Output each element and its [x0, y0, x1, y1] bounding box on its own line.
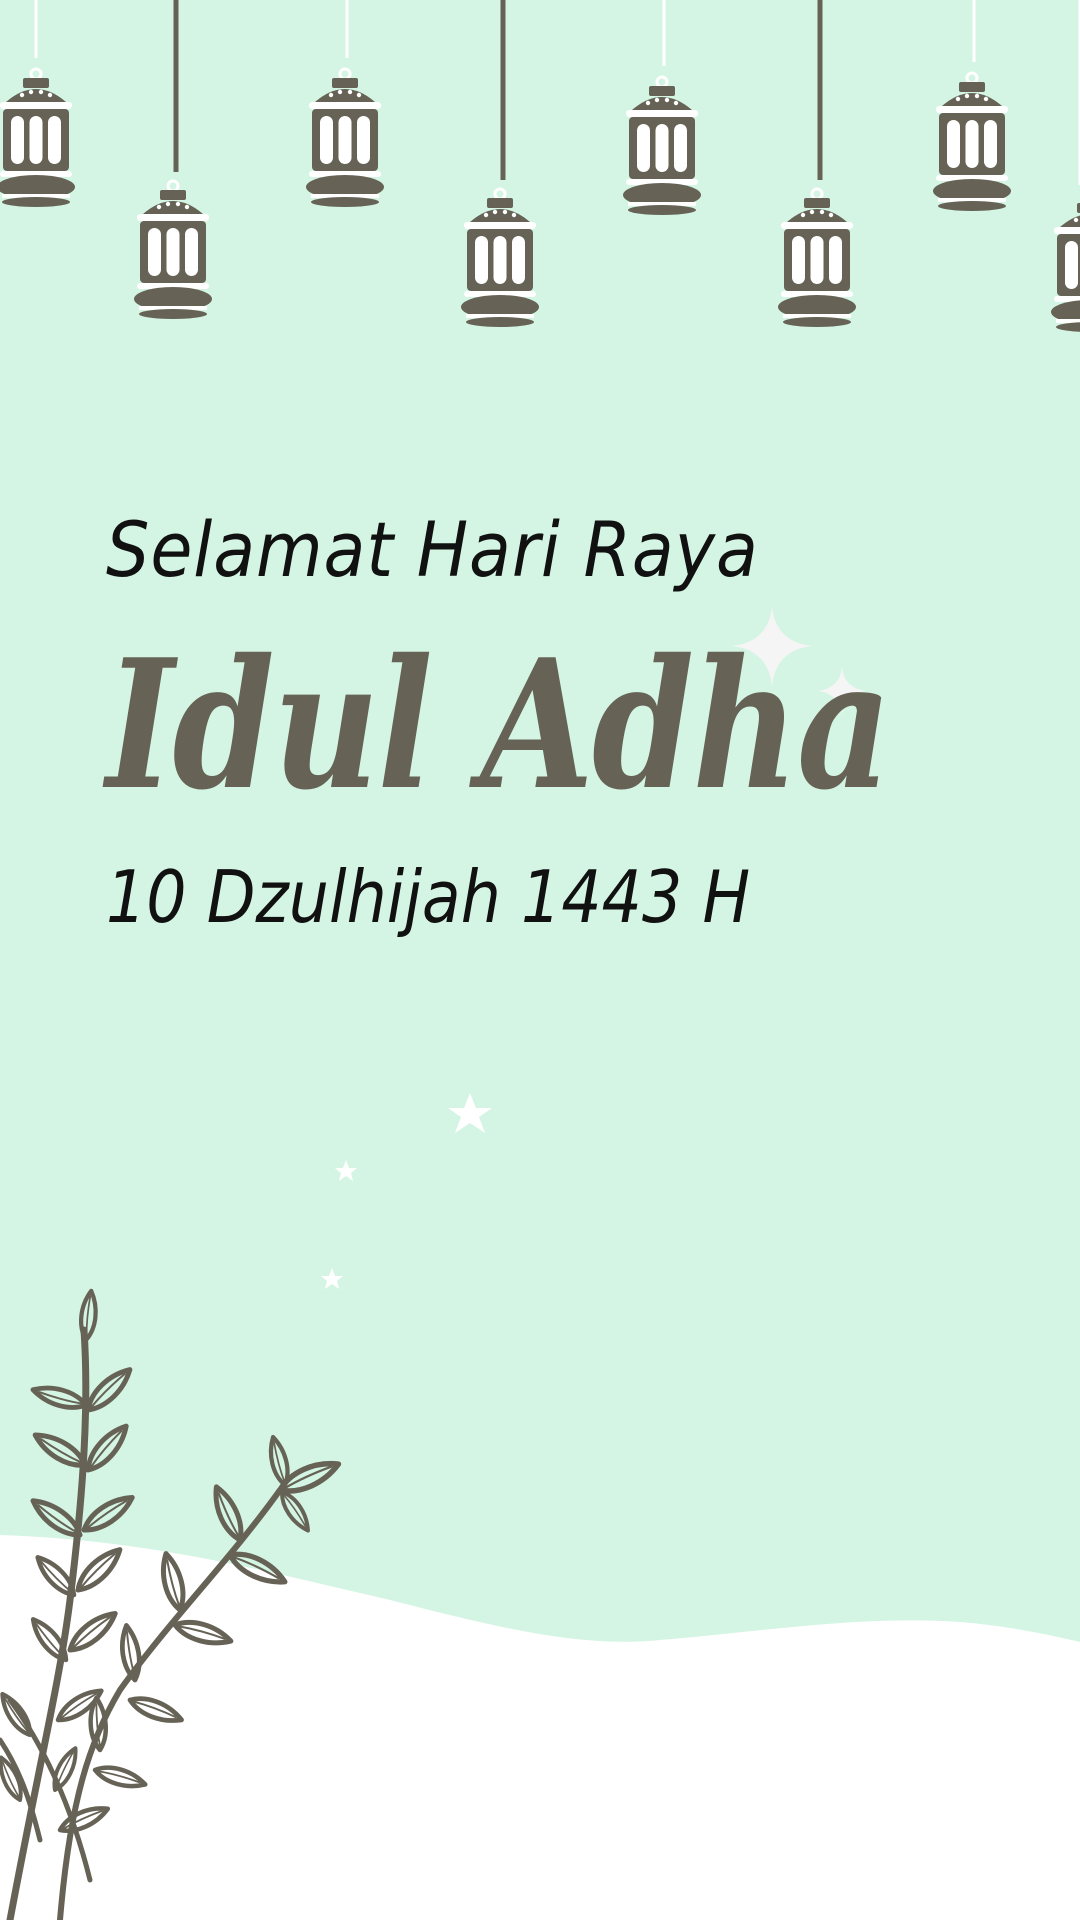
hanging-lantern-icon [134, 0, 212, 319]
hanging-lantern-icon [623, 0, 701, 215]
hanging-lantern-icon [306, 0, 384, 207]
hanging-lantern-icon [0, 0, 75, 207]
hanging-lantern-icon [1051, 0, 1080, 332]
card-title: Idul Adha [106, 620, 890, 829]
star-icon [335, 1160, 357, 1181]
hanging-lantern-icon [933, 0, 1011, 211]
star-icon [321, 1268, 343, 1289]
star-icon [448, 1093, 492, 1133]
hanging-lantern-icon [461, 0, 539, 327]
small-stars [321, 1093, 492, 1289]
hanging-lantern-icon [778, 0, 856, 327]
greeting-text: Selamat Hari Raya [106, 505, 759, 594]
lantern-garland [0, 0, 1080, 332]
ground-wave [0, 1535, 1080, 1920]
hijri-date-text: 10 Dzulhijah 1443 H [106, 855, 751, 939]
